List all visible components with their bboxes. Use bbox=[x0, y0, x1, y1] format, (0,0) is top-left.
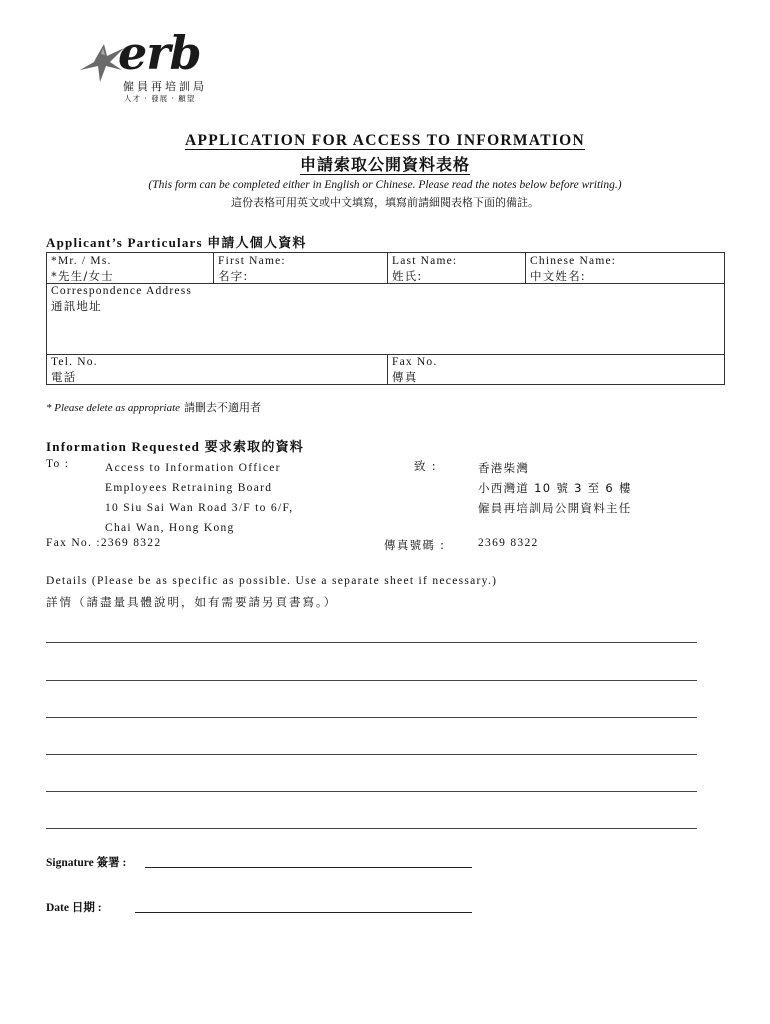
form-title-en: APPLICATION FOR ACCESS TO INFORMATION bbox=[184, 132, 586, 149]
signature-line[interactable] bbox=[145, 867, 472, 868]
fax-label-cn: 傳真號碼 : bbox=[384, 538, 446, 552]
fax-no-field[interactable]: Fax No. 傳真 bbox=[392, 356, 438, 384]
fax-number-en: Fax No. :2369 8322 bbox=[46, 537, 162, 549]
tel-no-field[interactable]: Tel. No. 電話 bbox=[51, 356, 98, 384]
instruction-note-cn: 這份表格可用英文或中文填寫，填寫前請細閱表格下面的備註。 bbox=[231, 196, 539, 209]
correspondence-address-field[interactable]: Correspondence Address 通訊地址 bbox=[51, 285, 193, 313]
details-line-3[interactable] bbox=[46, 717, 697, 718]
applicant-particulars-table bbox=[46, 252, 725, 385]
fax-number-cn: 2369 8322 bbox=[478, 537, 539, 549]
details-line-6[interactable] bbox=[46, 828, 697, 829]
applicant-section-heading: Applicant’s Particulars 申請人個人資料 bbox=[46, 235, 307, 251]
instruction-note-en: (This form can be completed either in English or Chinese. Please read the notes below before writing.) bbox=[148, 179, 622, 191]
chinese-name-field[interactable]: Chinese Name: 中文姓名: bbox=[530, 255, 617, 283]
information-section-heading: Information Requested 要求索取的資料 bbox=[46, 439, 304, 455]
date-label: Date 日期 : bbox=[46, 902, 102, 914]
date-line[interactable] bbox=[135, 912, 472, 913]
details-line-1[interactable] bbox=[46, 642, 697, 643]
logo-tagline: 人才 · 發展 · 顧望 bbox=[124, 94, 196, 103]
title-field[interactable]: *Mr. / Ms. *先生/女士 bbox=[51, 255, 114, 283]
details-line-4[interactable] bbox=[46, 754, 697, 755]
to-label-cn: 致 : bbox=[414, 459, 437, 473]
last-name-field[interactable]: Last Name: 姓氏: bbox=[392, 255, 458, 283]
logo-wordmark: erb bbox=[118, 26, 201, 80]
logo-chinese-name: 僱員再培訓局 bbox=[123, 80, 207, 93]
details-line-5[interactable] bbox=[46, 791, 697, 792]
details-instruction-en: Details (Please be as specific as possible. Use a separate sheet if necessary.) bbox=[46, 575, 498, 587]
form-title-cn: 申請索取公開資料表格 bbox=[299, 155, 470, 174]
first-name-field[interactable]: First Name: 名字: bbox=[218, 255, 286, 283]
signature-label: Signature 簽署 : bbox=[46, 857, 127, 869]
details-instruction-cn: 詳情（請盡量具體說明，如有需要請另頁書寫。） bbox=[46, 595, 338, 609]
details-line-2[interactable] bbox=[46, 680, 697, 681]
recipient-address-en: Access to Information Officer Employees Retraining Board 10 Siu Sai Wan Road 3/F to 6/F, Chai Wan, Hong Kong bbox=[105, 462, 294, 534]
recipient-address-cn: 香港柴灣 小西灣道 10 號 3 至 6 樓 僱員再培訓局公開資料主任 bbox=[478, 461, 632, 515]
delete-note: * Please delete as appropriate 請刪去不適用者 bbox=[46, 401, 262, 414]
to-label: To : bbox=[46, 458, 70, 470]
